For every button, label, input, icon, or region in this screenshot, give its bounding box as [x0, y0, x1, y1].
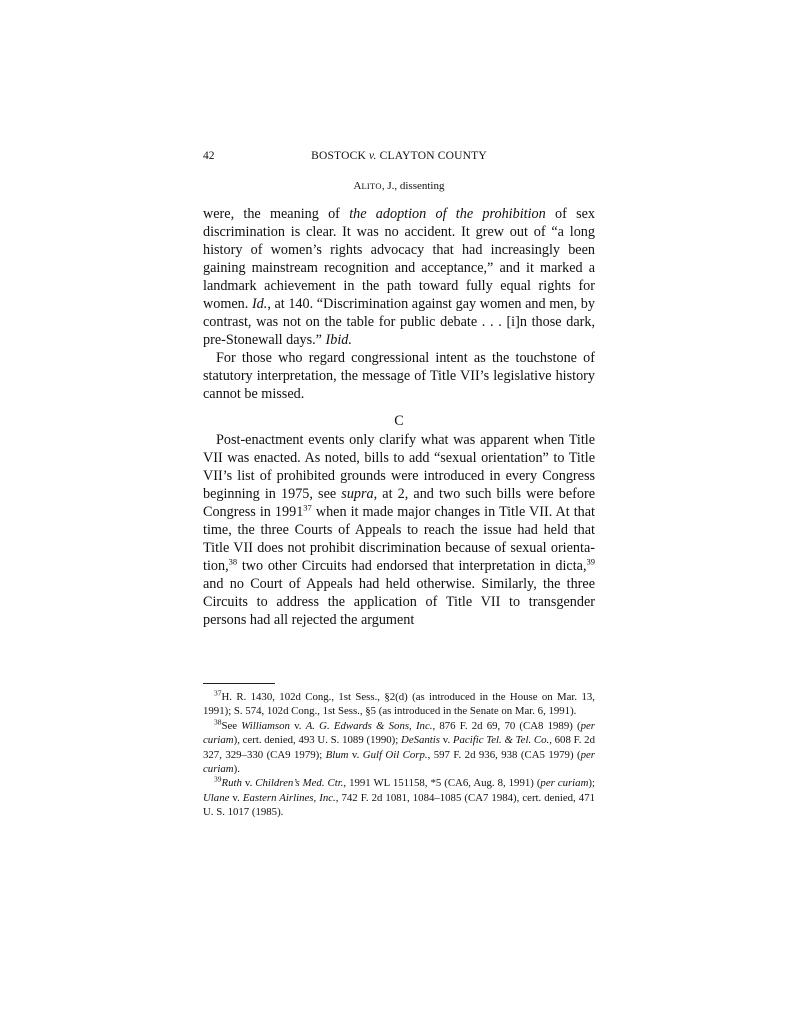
- italic-span: Children’s Med. Ctr.: [255, 777, 344, 790]
- running-head: [203, 150, 595, 166]
- text-span: , 742 F. 2d 1081, 1084–1085 (CA7 1984), cert. denied, 471 U. S. 1017 (1985).: [203, 791, 595, 819]
- author-line: [203, 180, 595, 192]
- italic-span: supra: [341, 486, 374, 502]
- section-heading: C: [394, 413, 404, 429]
- footnote-38: [203, 719, 595, 777]
- text-span: v.: [440, 734, 453, 747]
- italic-span: Williamson: [241, 719, 290, 732]
- text-span: ), cert. denied, 493 U. S. 1089 (1990);: [233, 734, 402, 747]
- italic-span: DeSantis: [401, 734, 441, 747]
- footnote-divider: [203, 683, 275, 684]
- italic-span: A. G. Edwards & Sons, Inc.: [305, 719, 433, 732]
- text-span: v.: [229, 791, 243, 804]
- footnote-number: 39: [214, 774, 222, 784]
- text-span: two other Circuits had endorsed that interpretation in dicta,: [237, 558, 587, 574]
- versus-italic: v.: [369, 150, 377, 162]
- author-name-smallcaps: LITO: [361, 181, 382, 191]
- italic-span: Eastern Airlines, Inc.: [242, 791, 336, 804]
- text-span: , 876 F. 2d 69, 70 (CA8 1989) (: [432, 719, 581, 732]
- italic-span: per curiam: [203, 719, 596, 747]
- paragraph-2: For those who regard congressional intent as the touchstone of statutory interpretation, the message of Title VII’s legislative history cannot be missed.: [203, 350, 595, 402]
- footnote-ref-37[interactable]: 37: [303, 502, 312, 513]
- text-span: Post-enactment events only clarify what was apparent when Title VII was enacted. As noted, bills to add “sexual orientation” to Title VII’s list of prohibited grounds were introduced in every Congress beginning in 1975, see: [203, 432, 595, 502]
- text-span: were, the meaning of: [203, 206, 350, 222]
- footnotes: [203, 690, 595, 820]
- text-span: , at 2, and two such bills were before Congress in 1991: [203, 486, 595, 520]
- italic-span: Gulf Oil Corp.: [362, 748, 428, 761]
- text-span: , 1991 WL 151158, *5 (CA6, Aug. 8, 1991) (: [343, 777, 541, 790]
- text-span: , at 140. “Discrimination against gay women and men, by contrast, was not on the table for public debate . . . [i]n those dark, pre-Stonewall days.”: [203, 296, 595, 348]
- case-title: [203, 150, 595, 162]
- footnote-ref-39[interactable]: 39: [586, 556, 595, 567]
- text-span: of sex discrimination is clear. It was no accident. It grew out of “a long history of women’s rights advocacy that had increasingly been gaining mainstream recognition and acceptance,” and it marked a landmark achievement in the path toward fully equal rights for women.: [203, 206, 595, 312]
- text-span: See: [221, 719, 242, 732]
- text-span: ).: [233, 763, 240, 776]
- italic-span: per curiam: [203, 748, 595, 776]
- italic-span: Blum: [325, 748, 349, 761]
- italic-span: per curiam: [540, 777, 589, 790]
- text-span: v.: [241, 777, 256, 790]
- italic-span: Ruth: [221, 777, 242, 790]
- footnote-37: [203, 690, 595, 719]
- text-span: when it made major changes in Title VII. At that time, the three Courts of Appeals to reach the issue had held that Title VII does not prohibit discrimination because of sexual orientation,: [203, 504, 596, 574]
- main-text: [203, 205, 595, 629]
- text-span: and no Court of Appeals had held otherwise. Similarly, the three Circuits to address the application of Title VII to transgender persons had all rejected the argument: [203, 576, 595, 628]
- italic-span: Ibid.: [325, 332, 352, 348]
- italic-span: Id.: [251, 296, 268, 312]
- paragraph-1: [203, 205, 595, 349]
- italic-span: the adoption of the prohibition: [349, 206, 546, 222]
- italic-span: Pacific Tel. & Tel. Co.: [452, 734, 550, 747]
- text-span: H. R. 1430, 102d Cong., 1st Sess., §2(d) (as introduced in the House on Mar. 13, 1991); S. 574, 102d Cong., 1st Sess., §5 (as introduced in the Senate on Mar. 6, 1991).: [203, 691, 595, 718]
- case-title-text: BOSTOCK v. CLAYTON COUNTY: [311, 150, 487, 162]
- italic-span: Ulane: [203, 791, 230, 804]
- author-suffix: , J., dissenting: [381, 180, 445, 192]
- page-number: 42: [203, 150, 215, 162]
- text-span: v.: [348, 748, 363, 761]
- author-initial: A: [353, 180, 362, 192]
- footnote-number: 37: [214, 688, 222, 698]
- footnote-ref-38[interactable]: 38: [228, 556, 238, 567]
- text-span: , 608 F. 2d 327, 329–330 (CA9 1979);: [203, 734, 595, 761]
- text-span: );: [588, 777, 595, 790]
- paragraph-3: [203, 431, 595, 629]
- text-span: , 597 F. 2d 936, 938 (CA5 1979) (: [427, 748, 581, 761]
- footnote-number: 38: [214, 717, 222, 727]
- footnote-39: [203, 776, 595, 819]
- text-span: v.: [289, 719, 306, 732]
